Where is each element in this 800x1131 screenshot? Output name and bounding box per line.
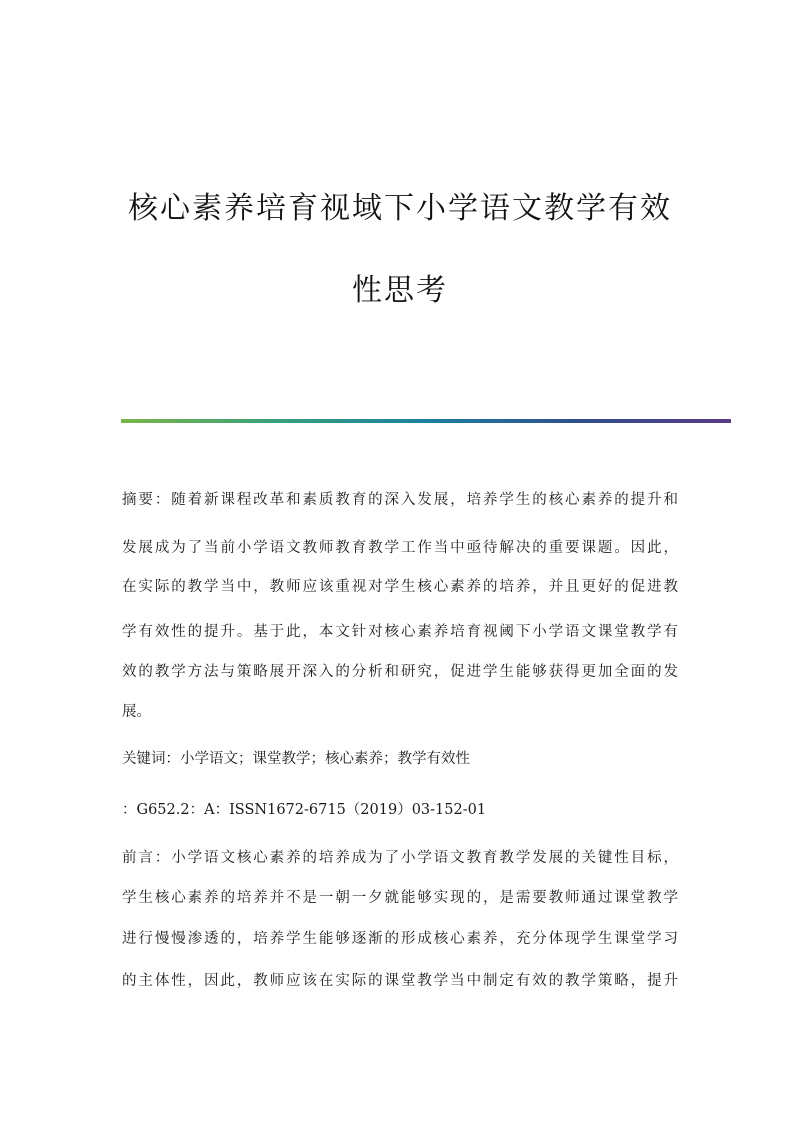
preface-line: 进行慢慢渗透的，培养学生能够逐渐的形成核心素养，充分体现学生课堂学习 — [122, 931, 678, 947]
preface-line: 前言：小学语文核心素养的培养成为了小学语文教育教学发展的关键性目标， — [122, 850, 678, 866]
document-title-line-2: 性思考 — [352, 273, 448, 308]
abstract-line: 摘要：随着新课程改革和素质教育的深入发展，培养学生的核心素养的提升和 — [122, 492, 678, 508]
abstract-line: 学有效性的提升。基于此，本文针对核心素养培育视阈下小学语文课堂教学有 — [122, 624, 678, 640]
classification-line: ：G652.2：A：ISSN1672-6715（2019）03-152-01 — [122, 802, 487, 818]
preface-line: 的主体性，因此，教师应该在实际的课堂教学当中制定有效的教学策略，提升 — [122, 973, 678, 989]
title-divider — [121, 419, 731, 423]
abstract-line: 在实际的教学当中，教师应该重视对学生核心素养的培养，并且更好的促进教 — [122, 579, 678, 595]
abstract-line: 效的教学方法与策略展开深入的分析和研究，促进学生能够获得更加全面的发 — [122, 664, 678, 680]
abstract-line: 发展成为了当前小学语文教师教育教学工作当中亟待解决的重要课题。因此， — [122, 540, 678, 556]
document-title-line-1: 核心素养培育视域下小学语文教学有效 — [128, 191, 672, 226]
keywords-line: 关键词：小学语文；课堂教学；核心素养；教学有效性 — [122, 751, 470, 767]
abstract-line: 展。 — [122, 704, 151, 720]
preface-line: 学生核心素养的培养并不是一朝一夕就能够实现的，是需要教师通过课堂教学 — [122, 890, 678, 906]
